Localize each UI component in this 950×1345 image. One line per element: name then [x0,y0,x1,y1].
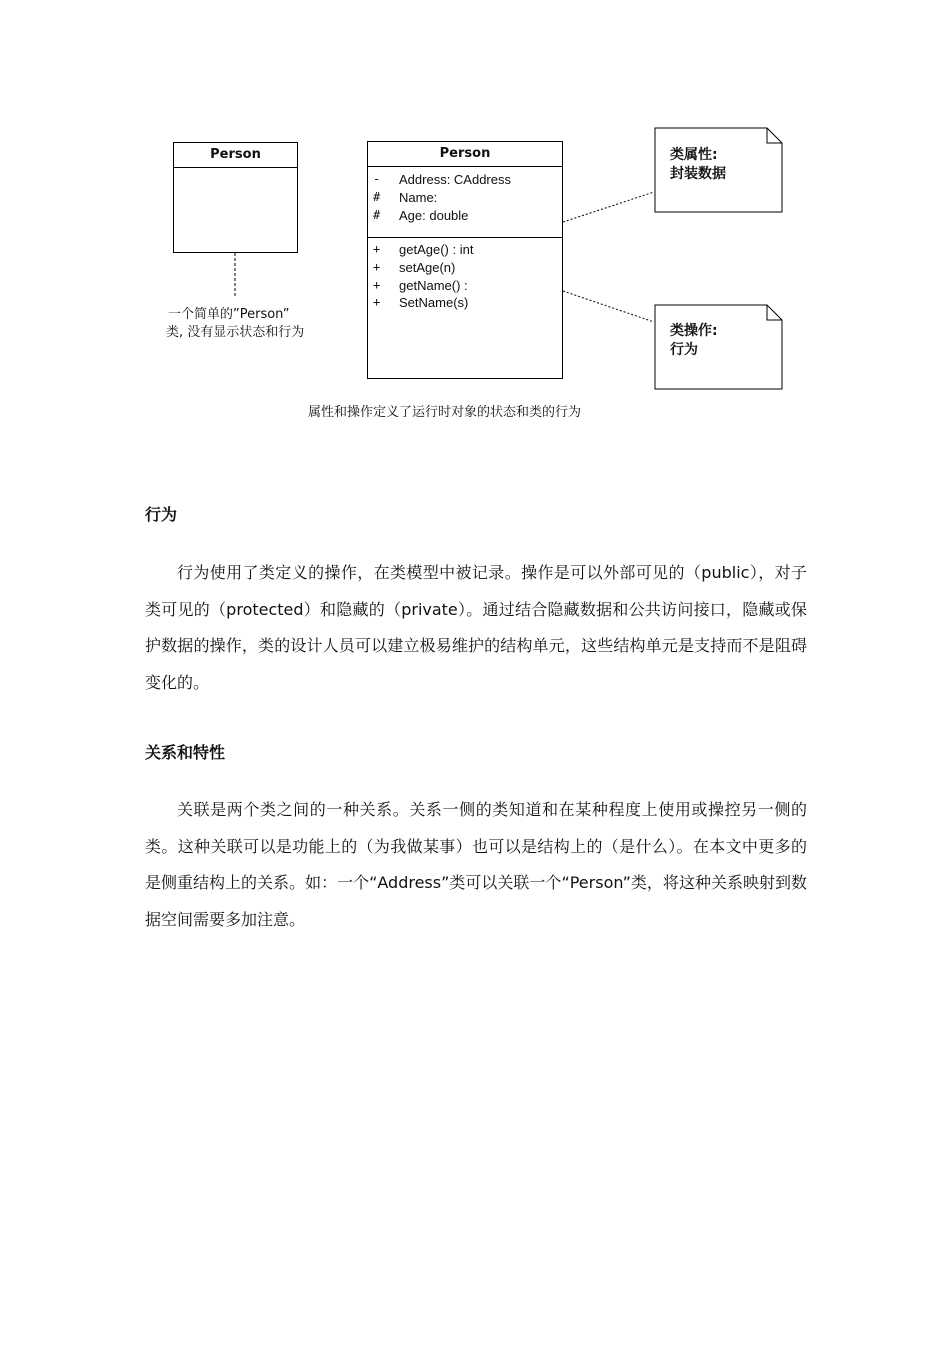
section-heading-relations: 关系和特性 [145,743,226,762]
operation-get-name: getName() : [399,278,468,293]
simple-class-annotation-line-1: 一个简单的”Person” [168,307,290,322]
operation-visibility: + [373,260,381,274]
section-paragraph-behavior: 行为使用了类定义的操作，在类模型中被记录。操作是可以外部可见的（public），对子类可见的（protected）和隐藏的（private）。通过结合隐藏数据和公共访问接口，隐藏或保护数据的操作，类的设计人员可以建立极易维护的结构单元，这些结构单元是支持而不是阻碍变化的。 [145,563,807,692]
figure-caption: 属性和操作定义了运行时对象的状态和类的行为 [308,405,582,420]
note-attributes-line-2: 封装数据 [670,166,726,182]
note-attributes-line-1: 类属性: [670,147,718,163]
operation-set-age: setAge(n) [399,260,456,275]
attributes-note-connector [563,192,654,222]
section-paragraph-relations: 关联是两个类之间的一种关系。关系一侧的类知道和在某种程度上使用或操控另一侧的类。这种关联可以是功能上的（为我做某事）也可以是结构上的（是什么）。在本文中更多的是侧重结构上的关系。如：一个“Address”类可以关联一个“Person”类，将这种关系映射到数据空间需要多加注意。 [145,800,807,929]
attribute-name: Name: [399,190,438,205]
detailed-person-class [367,141,563,379]
attributes-compartment [368,167,562,238]
operation-get-age: getAge() : int [399,242,474,257]
uml-figure [0,0,950,430]
attribute-visibility: # [373,190,381,204]
note-operations-line-1: 类操作: [670,323,718,339]
operation-visibility: + [373,242,381,256]
attribute-visibility: - [373,172,381,186]
operation-set-name: SetName(s) [399,295,469,310]
operation-visibility: + [373,295,381,309]
attribute-visibility: # [373,208,381,222]
attribute-age: Age: double [399,208,469,223]
operation-visibility: + [373,278,381,292]
operations-note-connector [563,291,654,322]
note-operations-line-2: 行为 [670,342,698,358]
section-heading-behavior: 行为 [145,505,178,524]
operations-compartment [368,238,562,378]
simple-class-annotation-line-2: 类, 没有显示状态和行为 [166,325,305,340]
simple-class-title: Person [174,143,297,168]
detailed-class-title: Person [368,142,562,167]
simple-person-class [173,142,298,253]
attribute-address: Address: CAddress [399,172,511,187]
